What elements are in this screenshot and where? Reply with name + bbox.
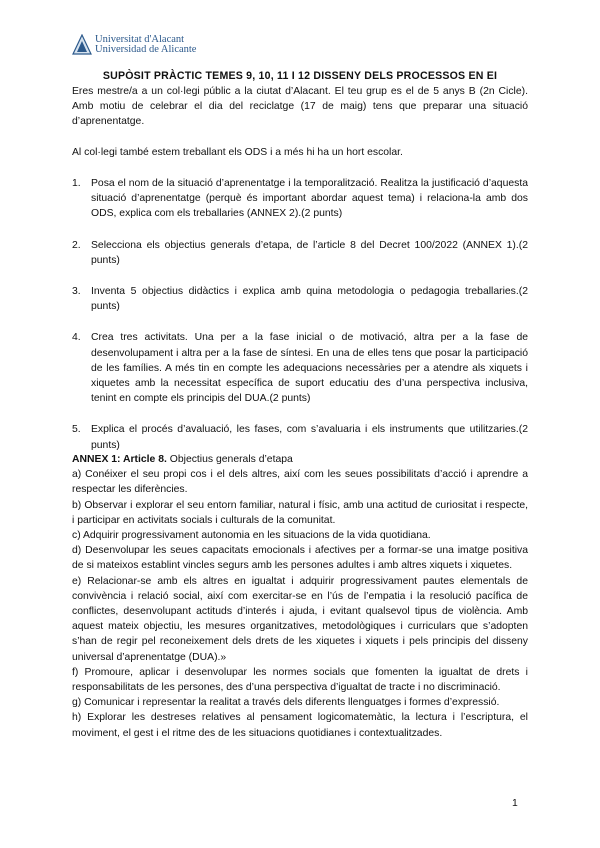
task-text: Posa el nom de la situació d’aprenentatge i la temporalització. Realitza la justificació d’aquesta situació d’aprenentatge (perquè és important abordar aquest tema) i relaciona-la amb dos ODS, explica com els treballaries (ANNEX 2).(2 punts) bbox=[91, 178, 528, 220]
objective-item: c) Adquirir progressivament autonomia en les situacions de la vida quotidiana. bbox=[72, 530, 431, 542]
task-item bbox=[72, 238, 528, 268]
task-text: Crea tres activitats. Una per a la fase inicial o de motivació, altra per a la fase de desenvolupament i altra per a la fase de síntesi. En una de elles tens que posar la participació de les famílies. A més tin en compte les adequacions necessàries per a atendre als xiquets i xiquetes amb la necessitat específica de suport educatiu des d’una perspectiva inclusiva, tenint en compte els principis del DUA.(2 punts) bbox=[91, 332, 528, 405]
university-emblem-icon bbox=[72, 34, 92, 56]
annex-heading bbox=[72, 452, 528, 467]
task-item bbox=[72, 422, 528, 452]
annex-section bbox=[72, 452, 528, 741]
ods-note: Al col·legi també estem treballant els ODS i a més hi ha un hort escolar. bbox=[72, 147, 403, 158]
intro-paragraph: Eres mestre/a a un col·legi públic a la ciutat d’Alacant. El teu grup es el de 5 anys B (2n Cicle). Amb motiu de celebrar el dia del reciclatge (17 de maig) tens que preparar una situació d’aprenentatge. bbox=[72, 86, 528, 128]
task-item bbox=[72, 284, 528, 314]
objective-item: b) Observar i explorar el seu entorn familiar, natural i físic, amb una actitud de curiositat i respecte, i participar en activitats socials i culturals de la comunitat. bbox=[72, 499, 528, 526]
task-number: 2. bbox=[72, 239, 81, 251]
task-item bbox=[72, 330, 528, 406]
objective-item: h) Explorar les destreses relatives al pensament logicomatemàtic, la lectura i l’escriptura, el moviment, el gest i el ritme des de les situacions quotidianes i contextualitzades. bbox=[72, 712, 528, 739]
page-number: 1 bbox=[512, 798, 518, 809]
objective-item: g) Comunicar i representar la realitat a través dels diferents llenguatges i formes d’expressió. bbox=[72, 697, 500, 709]
task-text: Inventa 5 objectius didàctics i explica amb quina metodologia o pedagogia treballaries.(2 punts) bbox=[91, 286, 528, 313]
objective-item: d) Desenvolupar les seues capacitats emocionals i afectives per a formar-se una imatge positiva de si mateixos establint vincles segurs amb les persones adultes i amb altres xiquets i xiquetes. bbox=[72, 545, 528, 572]
objective-item: f) Promoure, aplicar i desenvolupar les normes socials que fomenten la igualtat de drets i responsabilitats de les persones, des d’una perspectiva d’igualtat de tracte i no discriminació. bbox=[72, 666, 528, 694]
task-number: 5. bbox=[72, 424, 81, 436]
task-number: 1. bbox=[72, 178, 81, 189]
task-number: 4. bbox=[72, 332, 81, 344]
university-name-valencian: Universitat d'Alacant bbox=[95, 33, 185, 45]
university-name-spanish: Universidad de Alicante bbox=[95, 44, 197, 55]
objective-item: a) Conéixer el seu propi cos i el dels altres, així com les seues possibilitats d’acció i aprendre a respectar les diferències. bbox=[72, 469, 528, 496]
university-logo bbox=[72, 34, 196, 56]
objective-item: e) Relacionar-se amb els altres en igualtat i adquirir progressivament pautes elementals de convivència i relació social, així com exercitar-se en l’ús de l’empatia i la resolució pacífica de conflictes, desenvolupant actituds d’interés i ajuda, i evitant qualsevol tipus de violència. Amb aquest mateix objectiu, les mesures organitzatives, metodològiques i curriculars que s’adopten s’han de regir pel reconeixement dels drets de les xiquetes i xiquets i pels principis del disseny universal d’aprenentatge (DUA).» bbox=[72, 575, 528, 663]
task-list bbox=[72, 176, 528, 453]
task-text: Explica el procés d’avaluació, les fases, com s’avaluaria i els instruments que utilitzaries.(2 punts) bbox=[91, 424, 528, 451]
task-number: 3. bbox=[72, 286, 81, 298]
task-item bbox=[72, 176, 528, 222]
annex-subtitle: Objectius generals d’etapa bbox=[166, 454, 293, 465]
annex-label: ANNEX 1: Article 8. bbox=[72, 454, 167, 465]
university-name bbox=[95, 35, 196, 56]
task-text: Selecciona els objectius generals d’etapa, de l’article 8 del Decret 100/2022 (ANNEX 1).(2 punts) bbox=[91, 239, 528, 266]
document-title: SUPÒSIT PRÀCTIC TEMES 9, 10, 11 I 12 DISSENY DELS PROCESSOS EN EI bbox=[102, 70, 498, 82]
